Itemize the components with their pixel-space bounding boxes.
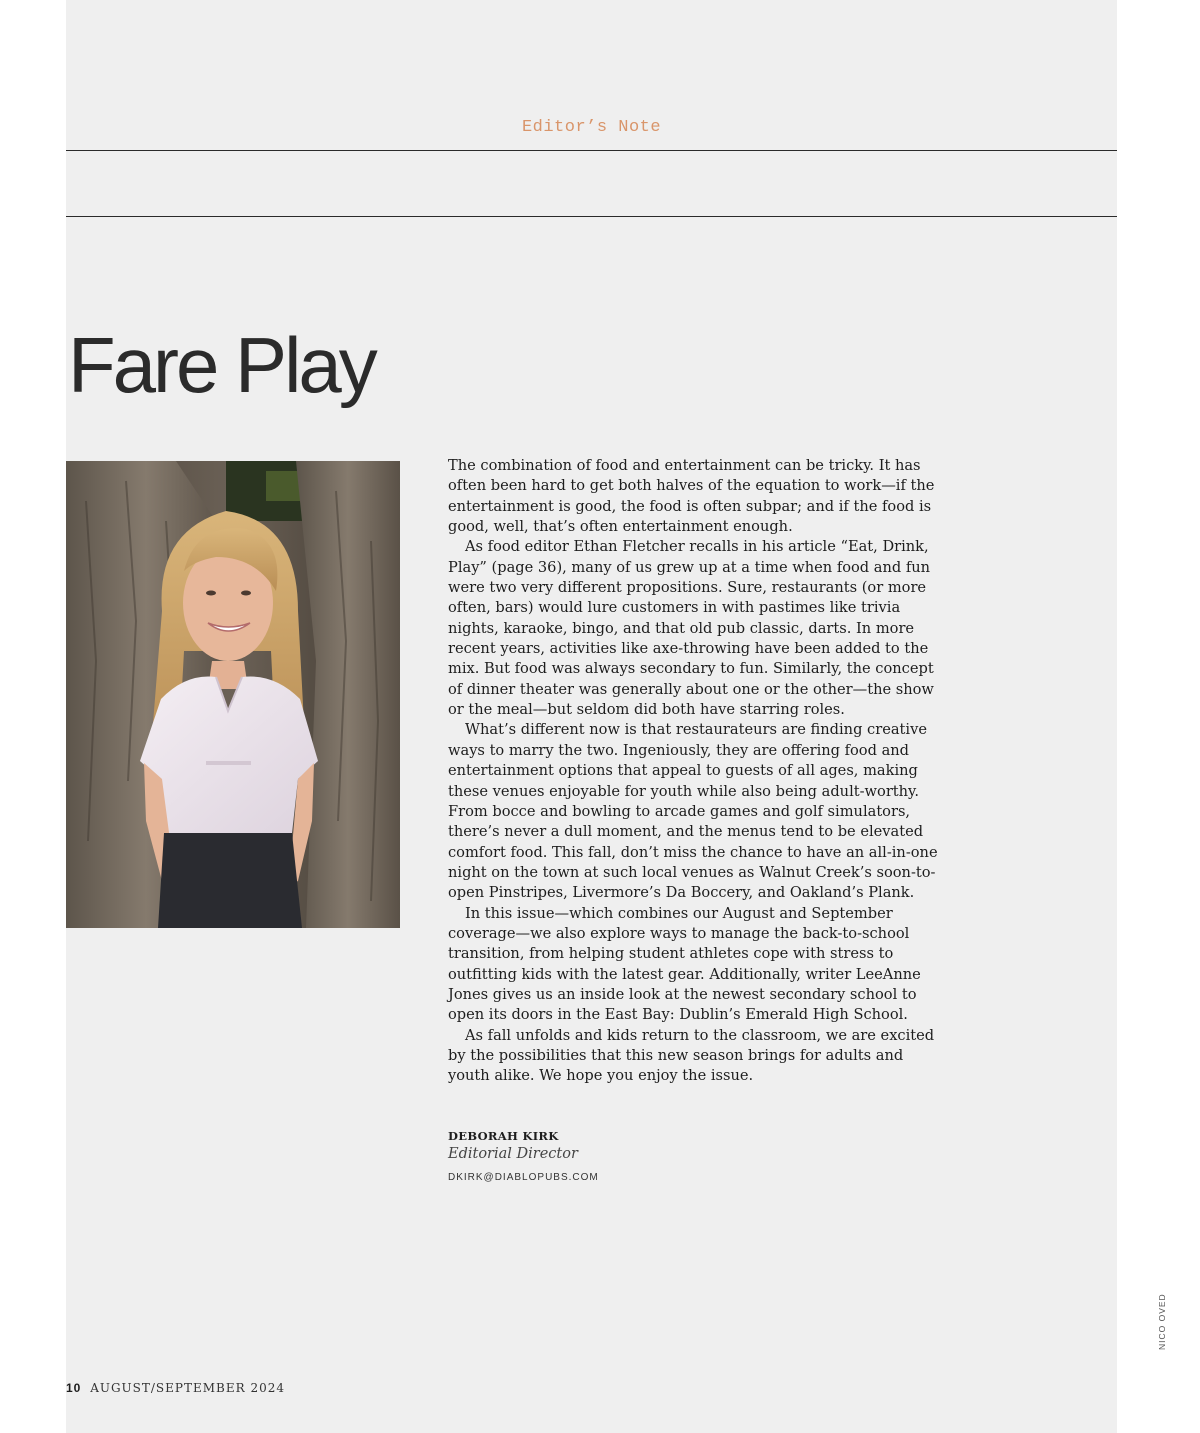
editor-title: Editorial Director: [448, 1146, 578, 1162]
article-paragraph: The combination of food and entertainment can be tricky. It has often been hard to get both halves of the equation to work—if the entertainment is good, the food is often subpar; and if the food is good, well, that’s often entertainment enough.: [448, 457, 935, 536]
article-paragraph: As fall unfolds and kids return to the classroom, we are excited by the possibilities that this new season brings for adults and youth alike. We hope you enjoy the issue.: [448, 1026, 935, 1085]
editor-signature: [448, 1129, 848, 1183]
article-paragraph: In this issue—which combines our August and September coverage—we also explore ways to manage the back-to-school transition, from helping student athletes cope with stress to outfitting kids with the latest gear. Additionally, writer LeeAnne Jones gives us an inside look at the newest secondary school to open its doors in the East Bay: Dublin’s Emerald High School.: [448, 904, 921, 1024]
bottom-rule: [66, 216, 1117, 217]
section-label: Editor’s Note: [521, 118, 662, 137]
photo-credit: NICO OVED: [1157, 1293, 1167, 1350]
issue-date: AUGUST/SEPTEMBER 2024: [90, 1381, 286, 1395]
portrait-illustration: [66, 461, 400, 928]
magazine-page: [66, 0, 1117, 1433]
article-paragraph: What’s different now is that restaurateurs are finding creative ways to marry the two. Ingeniously, they are offering food and entertainment options that appeal to guests of all ages, making these venues enjoyable for youth while also being adult-worthy. From bocce and bowling to arcade games and golf simulators, there’s never a dull moment, and the menus tend to be elevated comfort food. This fall, don’t miss the chance to have an all-in-one night on the town at such local venues as Walnut Creek’s soon-to-open Pinstripes, Livermore’s Da Boccery, and Oakland’s Plank.: [448, 721, 938, 902]
editor-email-link[interactable]: DKIRK@DIABLOPUBS.COM: [448, 1172, 599, 1183]
editor-portrait-photo: [66, 461, 400, 928]
editor-name: DEBORAH KIRK: [448, 1129, 559, 1143]
article-body: [448, 456, 944, 1087]
article-paragraph: As food editor Ethan Fletcher recalls in his article “Eat, Drink, Play” (page 36), many of us grew up at a time when food and fun were two very different propositions. Sure, restaurants (or more often, bars) would lure customers in with pastimes like trivia nights, karaoke, bingo, and that old pub classic, darts. In more recent years, activities like axe-throwing have been added to the mix. But food was always secondary to fun. Similarly, the concept of dinner theater was generally about one or the other—the show or the meal—but seldom did both have starring roles.: [448, 538, 934, 719]
page-number: 10: [66, 1381, 82, 1395]
article-headline: Fare Play: [68, 321, 375, 409]
top-rule: [66, 150, 1117, 151]
page-folio: [66, 1381, 285, 1395]
